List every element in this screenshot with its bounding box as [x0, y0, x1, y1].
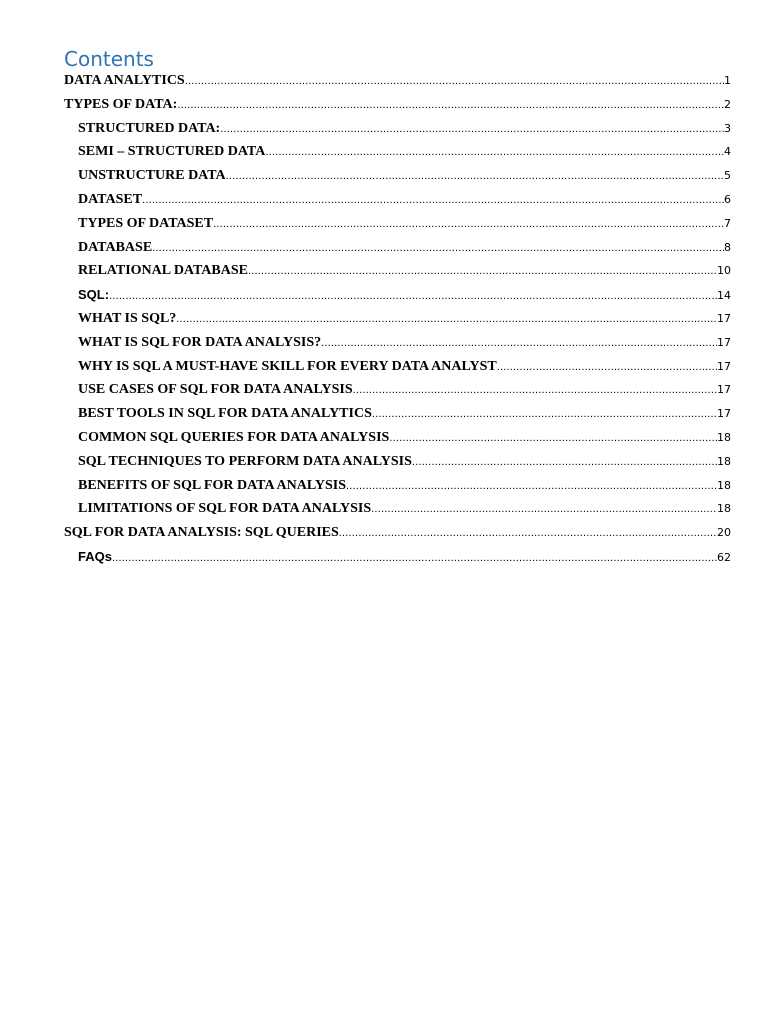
toc-dot-leader — [177, 94, 724, 117]
toc-dot-leader — [176, 308, 717, 331]
toc-dot-leader — [497, 356, 717, 379]
toc-dot-leader — [389, 427, 717, 450]
toc-dot-leader — [346, 475, 717, 498]
toc-dot-leader — [372, 403, 717, 426]
toc-entry-label: SQL: — [78, 287, 110, 303]
toc-dot-leader — [220, 118, 724, 141]
toc-entry[interactable] — [64, 521, 731, 545]
toc-dot-leader — [226, 165, 724, 188]
toc-entry-label: SQL TECHNIQUES TO PERFORM DATA ANALYSIS — [78, 453, 412, 469]
toc-entry[interactable] — [64, 331, 731, 355]
toc-entry-page: 17 — [717, 359, 731, 373]
toc-entry[interactable] — [64, 450, 731, 474]
toc-entry-page: 3 — [724, 121, 731, 135]
toc-entry-page: 17 — [717, 383, 731, 397]
toc-entry[interactable] — [64, 474, 731, 498]
toc-entry-page: 18 — [717, 478, 731, 492]
toc-entry-page: 5 — [724, 169, 731, 183]
toc-dot-leader — [248, 260, 717, 283]
toc-entry-page: 8 — [724, 240, 731, 254]
toc-entry[interactable] — [64, 236, 731, 260]
toc-entry-label: BENEFITS OF SQL FOR DATA ANALYSIS — [78, 477, 347, 493]
toc-entry-label: WHAT IS SQL? — [78, 310, 177, 326]
toc-entry-label: WHAT IS SQL FOR DATA ANALYSIS? — [78, 334, 322, 350]
toc-entry[interactable] — [64, 545, 731, 569]
toc-entry-page: 18 — [717, 454, 731, 468]
toc-entry[interactable] — [64, 140, 731, 164]
toc-entry-page: 6 — [724, 192, 731, 206]
toc-entry-page: 18 — [717, 502, 731, 516]
toc-entry[interactable] — [64, 283, 731, 307]
toc-dot-leader — [213, 213, 724, 236]
toc-entry-page: 18 — [717, 430, 731, 444]
toc-dot-leader — [142, 189, 724, 212]
toc-entry[interactable] — [64, 164, 731, 188]
toc-entry[interactable] — [64, 188, 731, 212]
toc-entry-label: UNSTRUCTURE DATA — [78, 168, 226, 184]
toc-entry-page: 1 — [724, 74, 731, 87]
toc-dot-leader — [265, 141, 724, 164]
toc-entry-page: 7 — [724, 216, 731, 230]
toc-dot-leader — [412, 451, 717, 474]
toc-entry-page: 4 — [724, 145, 731, 159]
toc-entry[interactable] — [64, 426, 731, 450]
toc-entry-label: DATASET — [78, 191, 143, 207]
toc-entry-label: LIMITATIONS OF SQL FOR DATA ANALYSIS — [78, 501, 372, 517]
toc-entry[interactable] — [64, 117, 731, 141]
toc-entry-page: 17 — [717, 335, 731, 349]
toc-entry-label: RELATIONAL DATABASE — [78, 263, 248, 279]
toc-entry-page: 17 — [717, 311, 731, 325]
toc-entry-label: COMMON SQL QUERIES FOR DATA ANALYSIS — [78, 429, 390, 445]
toc-entry-label: TYPES OF DATA: — [64, 96, 178, 112]
toc-dot-leader — [185, 70, 724, 93]
toc-entry-page: 20 — [717, 526, 731, 540]
toc-heading: Contents — [64, 47, 154, 71]
toc-list — [64, 69, 731, 569]
toc-entry[interactable] — [64, 93, 731, 117]
toc-entry-page: 2 — [724, 97, 731, 111]
toc-dot-leader — [371, 498, 717, 521]
toc-entry-page: 14 — [717, 289, 731, 303]
toc-entry-label: TYPES OF DATASET — [78, 215, 214, 231]
toc-entry-label: USE CASES OF SQL FOR DATA ANALYSIS — [78, 382, 353, 398]
toc-entry-page: 10 — [717, 264, 731, 278]
toc-entry-page: 17 — [717, 407, 731, 421]
toc-entry[interactable] — [64, 497, 731, 521]
toc-dot-leader — [321, 332, 717, 355]
toc-entry-label: FAQs — [78, 548, 112, 564]
toc-entry-label: STRUCTURED DATA: — [78, 120, 221, 136]
toc-entry[interactable] — [64, 355, 731, 379]
toc-entry-label: DATA ANALYTICS — [64, 73, 185, 88]
toc-entry-label: DATABASE — [78, 239, 153, 255]
toc-entry-label: SEMI – STRUCTURED DATA — [78, 144, 266, 160]
toc-entry-label: BEST TOOLS IN SQL FOR DATA ANALYTICS — [78, 406, 372, 422]
toc-entry[interactable] — [64, 259, 731, 283]
toc-entry[interactable] — [64, 378, 731, 402]
toc-dot-leader — [112, 547, 717, 569]
toc-dot-leader — [109, 285, 717, 307]
toc-dot-leader — [353, 379, 717, 402]
toc-dot-leader — [339, 522, 717, 545]
toc-entry-label: SQL FOR DATA ANALYSIS: SQL QUERIES — [64, 525, 339, 541]
toc-entry[interactable] — [64, 402, 731, 426]
toc-entry[interactable] — [64, 69, 731, 93]
toc-entry-label: WHY IS SQL A MUST-HAVE SKILL FOR EVERY DATA ANALYST — [78, 358, 497, 374]
toc-entry[interactable] — [64, 212, 731, 236]
toc-dot-leader — [152, 237, 724, 260]
toc-entry-page: 62 — [717, 550, 731, 564]
toc-entry[interactable] — [64, 307, 731, 331]
